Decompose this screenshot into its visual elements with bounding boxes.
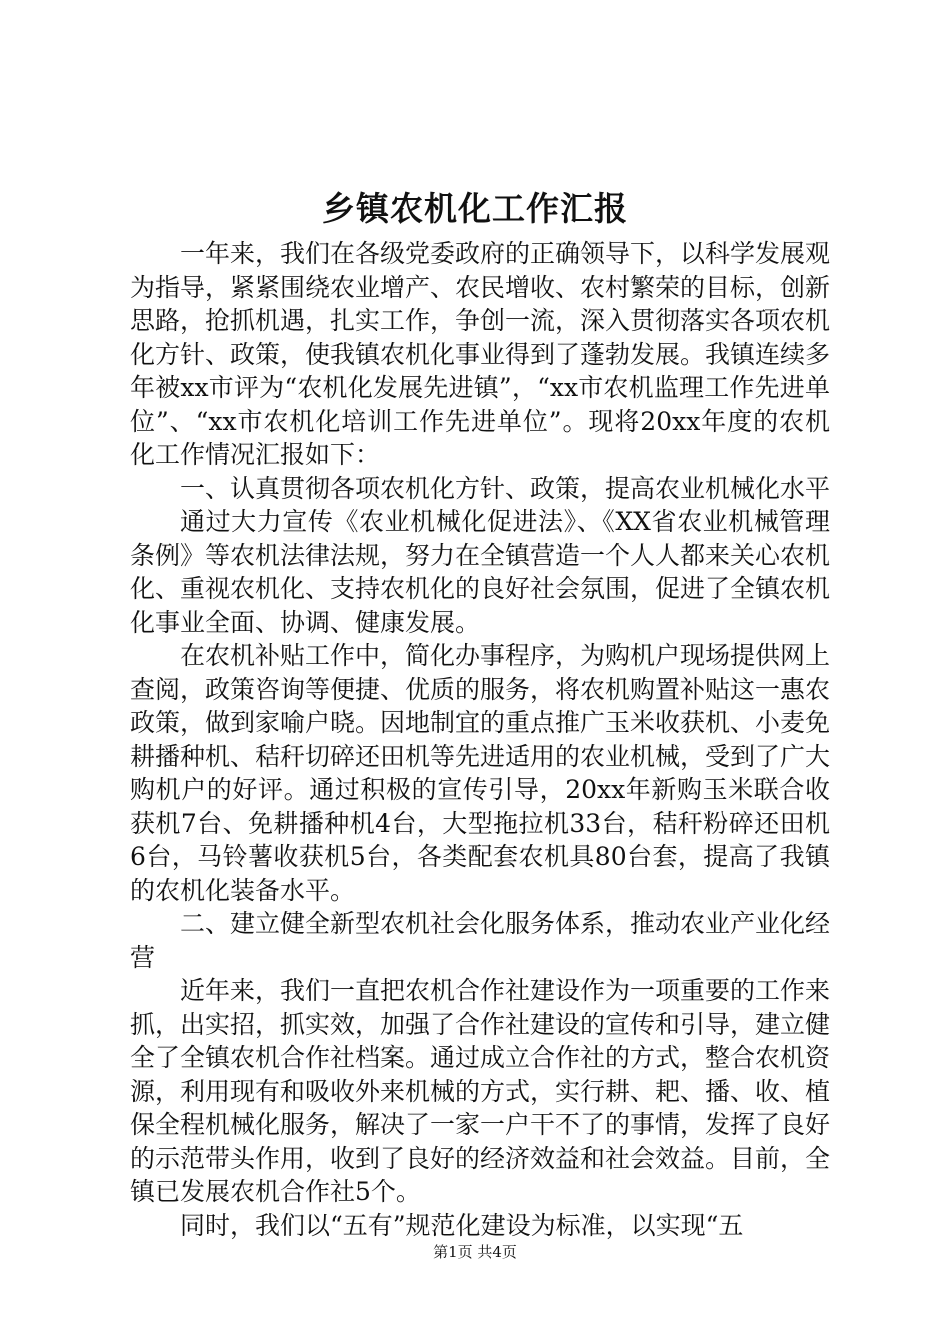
section-heading-2: 二、建立健全新型农机社会化服务体系，推动农业产业化经营: [130, 909, 831, 972]
paragraph-publicity: 通过大力宣传《农业机械化促进法》、《XX省农业机械管理条例》等农机法律法规，努力在全镇营造一个人人都来关心农机化、重视农机化、支持农机化的良好社会氛围，促进了全镇农机化事业全面、协调、健康发展。: [130, 507, 831, 637]
page-footer: [0, 1242, 950, 1262]
paragraph-intro: 一年来，我们在各级党委政府的正确领导下，以科学发展观为指导，紧紧围绕农业增产、农民增收、农村繁荣的目标，创新思路，抢抓机遇，扎实工作，争创一流，深入贯彻落实各项农机化方针、政策，使我镇农机化事业得到了蓬勃发展。我镇连续多年被xx市评为“农机化发展先进镇”，“xx市农机监理工作先进单位”、“xx市农机化培训工作先进单位”。现将20xx年度的农机化工作情况汇报如下：: [130, 239, 831, 469]
document-body: [130, 237, 830, 1242]
document-title: 乡镇农机化工作汇报: [322, 189, 628, 228]
paragraph-cooperatives: 近年来，我们一直把农机合作社建设作为一项重要的工作来抓，出实招，抓实效，加强了合作社建设的宣传和引导，建立健全了全镇农机合作社档案。通过成立合作社的方式，整合农机资源，利用现有和吸收外来机械的方式，实行耕、耙、播、收、植保全程机械化服务，解决了一家一户干不了的事情，发挥了良好的示范带头作用，收到了良好的经济效益和社会效益。目前，全镇已发展农机合作社5个。: [130, 976, 831, 1206]
section-heading-1: 一、认真贯彻各项农机化方针、政策，提高农业机械化水平: [180, 473, 831, 503]
paragraph-subsidy: 在农机补贴工作中，简化办事程序，为购机户现场提供网上查阅，政策咨询等便捷、优质的服务，将农机购置补贴这一惠农政策，做到家喻户晓。因地制宜的重点推广玉米收获机、小麦免耕播种机、秸秆切碎还田机等先进适用的农业机械，受到了广大购机户的好评。通过积极的宣传引导，20xx年新购玉米联合收获机7台、免耕播种机4台，大型拖拉机33台，秸秆粉碎还田机6台，马铃薯收获机5台，各类配套农机具80台套，提高了我镇的农机化装备水平。: [130, 641, 831, 905]
page-number: 第1页 共4页: [433, 1243, 517, 1261]
paragraph-standardization: 同时，我们以“五有”规范化建设为标准，以实现“五: [180, 1210, 744, 1240]
